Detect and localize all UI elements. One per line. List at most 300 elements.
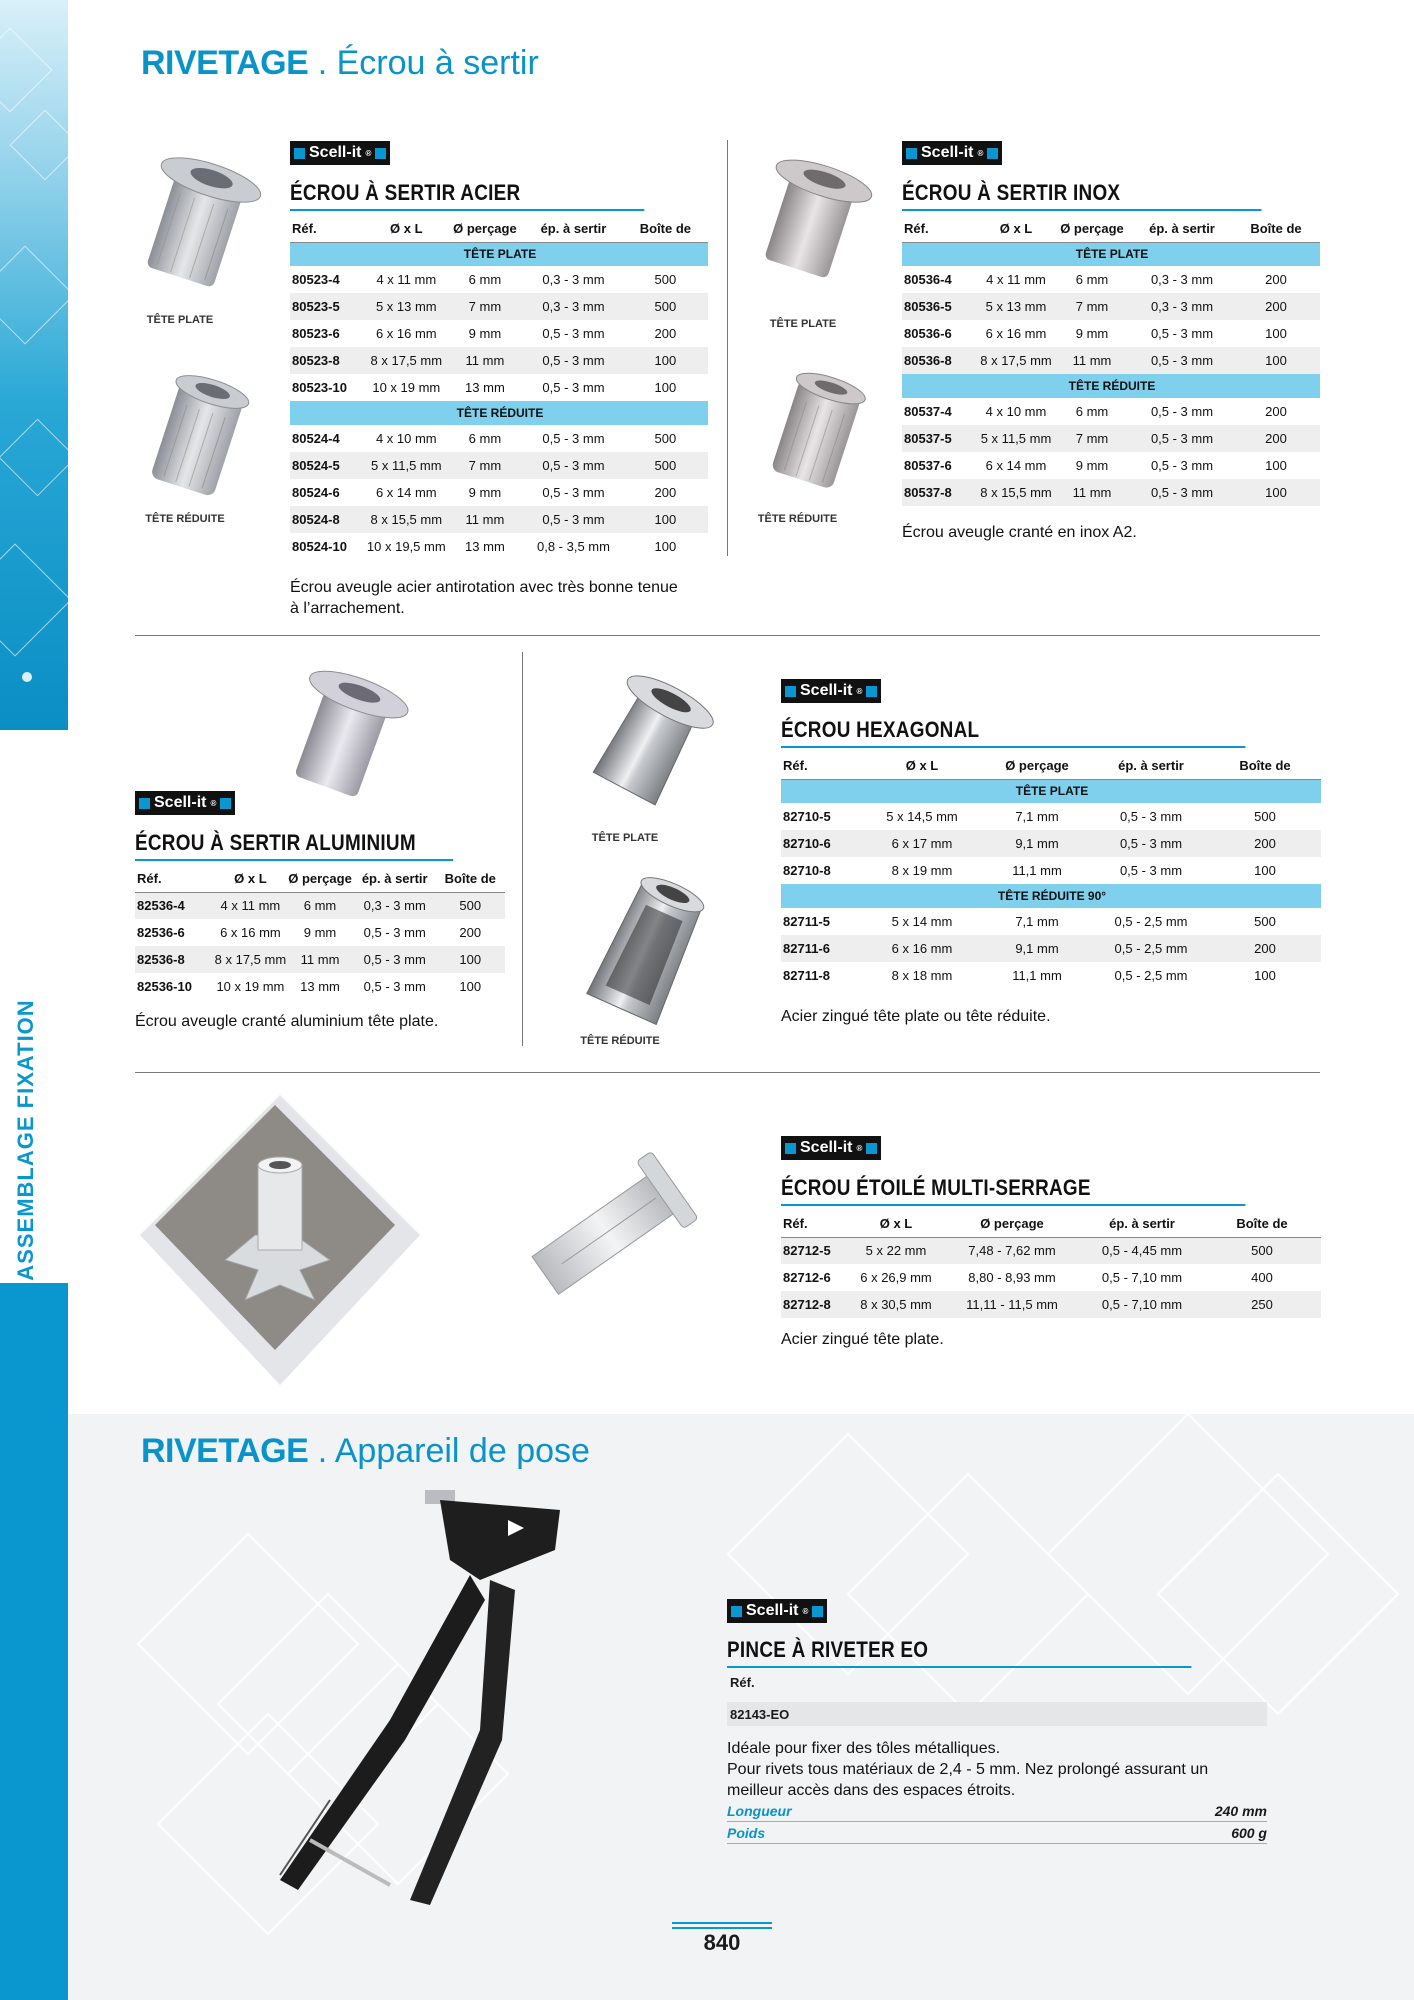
table-row bbox=[781, 935, 1321, 962]
table-cell: 0,5 - 3 mm bbox=[542, 326, 605, 341]
col-dim: Ø x L bbox=[879, 1216, 913, 1232]
ref-cell: 80536-6 bbox=[904, 326, 952, 341]
table-cell: 100 bbox=[1265, 326, 1287, 341]
col-box: Boîte de bbox=[1236, 1216, 1288, 1232]
table-row bbox=[290, 347, 708, 374]
table-row bbox=[781, 1237, 1321, 1264]
ref-cell: 80524-6 bbox=[292, 485, 340, 500]
table-cell: 0,5 - 3 mm bbox=[1132, 425, 1232, 452]
table-cell: 6 x 14 mm bbox=[375, 485, 437, 500]
table-cell: 6 x 26,9 mm bbox=[860, 1270, 932, 1285]
table-row bbox=[290, 533, 708, 560]
ref-cell: 82710-8 bbox=[783, 863, 831, 878]
subheader-label: TÊTE RÉDUITE 90° bbox=[781, 884, 1321, 908]
ref-cell: 80524-10 bbox=[292, 539, 347, 554]
table-cell: 10 x 19 mm bbox=[372, 380, 441, 395]
spec-table-body bbox=[781, 1237, 1321, 1318]
table-cell: 500 bbox=[1254, 809, 1276, 824]
table-cell: 100 bbox=[1232, 479, 1320, 506]
section-title-strong: RIVETAGE bbox=[141, 44, 309, 82]
table-cell: 6 x 16 mm bbox=[863, 935, 981, 962]
col-dim: Ø x L bbox=[390, 221, 423, 237]
table-cell: 10 x 19,5 mm bbox=[366, 539, 446, 554]
spec-table-body bbox=[290, 242, 708, 560]
table-cell: 200 bbox=[1209, 935, 1321, 962]
subheader-label: TÊTE RÉDUITE bbox=[902, 374, 1320, 398]
brand-name: Scell-it bbox=[746, 1602, 799, 1619]
table-cell: 100 bbox=[654, 539, 677, 554]
table-cell: 7,1 mm bbox=[1015, 809, 1059, 824]
table-row bbox=[290, 452, 708, 479]
divider bbox=[135, 1072, 1320, 1073]
subheader-label: TÊTE PLATE bbox=[290, 242, 708, 266]
table-cell: 100 bbox=[1254, 863, 1276, 878]
brand-reg: ® bbox=[977, 148, 984, 158]
spec-row-poids bbox=[727, 1822, 1267, 1844]
inox-reduced-head-image bbox=[745, 355, 895, 495]
table-cell: 8 x 17,5 mm bbox=[367, 347, 446, 374]
table-cell: 7 mm bbox=[446, 293, 524, 320]
table-cell: 0,5 - 3 mm bbox=[363, 925, 426, 940]
table-cell: 6 mm bbox=[1075, 404, 1109, 419]
table-cell: 0,5 - 3 mm bbox=[1150, 458, 1214, 473]
sidebar-accent bbox=[0, 1283, 68, 2000]
brand-logo bbox=[135, 791, 235, 815]
table-cell: 6 mm bbox=[468, 431, 502, 446]
table-cell: 0,5 - 2,5 mm bbox=[1114, 968, 1188, 983]
caption-flat-head: TÊTE PLATE bbox=[146, 314, 214, 326]
col-dim: Ø x L bbox=[999, 221, 1033, 237]
caption-inox-reduced-head: TÊTE RÉDUITE bbox=[757, 513, 838, 525]
col-ref: Réf. bbox=[904, 221, 929, 237]
brand-logo bbox=[902, 141, 1002, 165]
table-cell: 0,5 - 3 mm bbox=[354, 946, 436, 973]
spec-label: Poids bbox=[727, 1824, 766, 1841]
table-cell: 0,5 - 3 mm bbox=[524, 347, 623, 374]
ref-cell: 82536-6 bbox=[137, 925, 185, 940]
spec-value: 600 g bbox=[1231, 1824, 1267, 1841]
spec-row-longueur bbox=[727, 1800, 1267, 1822]
table-cell: 0,5 - 3 mm bbox=[524, 452, 623, 479]
table-cell: 5 x 11,5 mm bbox=[980, 425, 1052, 452]
description-line: Idéale pour fixer des tôles métalliques. bbox=[727, 1740, 1001, 1757]
table-row bbox=[902, 425, 1320, 452]
ref-cell: 80537-6 bbox=[904, 458, 952, 473]
table-cell: 0,5 - 2,5 mm bbox=[1114, 914, 1188, 929]
table-cell: 200 bbox=[654, 485, 677, 500]
table-row bbox=[135, 919, 505, 946]
brand-reg: ® bbox=[856, 1143, 863, 1153]
table-cell: 11 mm bbox=[286, 946, 354, 973]
product-title-hexagonal: ÉCROU HEXAGONAL bbox=[781, 717, 1245, 748]
table-cell: 6 x 16 mm bbox=[985, 326, 1047, 341]
table-cell: 0,5 - 4,45 mm bbox=[1081, 1237, 1203, 1264]
description-etoile: Acier zingué tête plate. bbox=[781, 1331, 944, 1348]
col-ref: Réf. bbox=[137, 871, 162, 887]
table-cell: 0,5 - 2,5 mm bbox=[1093, 935, 1209, 962]
table-cell: 0,5 - 3 mm bbox=[1132, 347, 1232, 374]
col-dim: Ø x L bbox=[234, 871, 267, 887]
table-cell: 4 x 10 mm bbox=[985, 404, 1047, 419]
col-ref: Réf. bbox=[292, 221, 317, 237]
ref-cell: 82536-10 bbox=[137, 979, 192, 994]
table-cell: 0,5 - 7,10 mm bbox=[1081, 1291, 1203, 1318]
table-row bbox=[781, 857, 1321, 884]
product-title-inox: ÉCROU À SERTIR INOX bbox=[902, 180, 1261, 211]
table-row bbox=[135, 973, 505, 1000]
table-cell: 9,1 mm bbox=[981, 830, 1093, 857]
product-title-pince: PINCE À RIVETER EO bbox=[727, 1637, 1191, 1668]
col-box: Boîte de bbox=[1250, 221, 1302, 237]
ref-cell: 80524-5 bbox=[290, 452, 367, 479]
brand-reg: ® bbox=[365, 148, 372, 158]
subheader-label: TÊTE PLATE bbox=[902, 242, 1320, 266]
caption-hex-flat-head: TÊTE PLATE bbox=[591, 832, 659, 844]
table-cell: 100 bbox=[654, 380, 677, 395]
table-row bbox=[290, 293, 708, 320]
col-thickness: ép. à sertir bbox=[540, 221, 607, 237]
table-cell: 0,5 - 3 mm bbox=[1150, 404, 1214, 419]
table-cell: 100 bbox=[1232, 347, 1320, 374]
table-cell: 4 x 11 mm bbox=[376, 272, 437, 287]
table-cell: 5 x 14,5 mm bbox=[886, 809, 958, 824]
table-cell: 200 bbox=[1232, 293, 1320, 320]
table-cell: 9 mm bbox=[1075, 458, 1109, 473]
brand-reg: ® bbox=[802, 1606, 809, 1616]
ref-cell: 80523-8 bbox=[290, 347, 367, 374]
table-cell: 0,5 - 3 mm bbox=[363, 979, 426, 994]
aluminium-rivet-nut-image bbox=[268, 660, 428, 800]
col-drill: Ø perçage bbox=[980, 1216, 1044, 1232]
ref-cell: 82536-4 bbox=[135, 892, 215, 919]
table-cell: 8 x 18 mm bbox=[891, 968, 953, 983]
description-hexagonal: Acier zingué tête plate ou tête réduite. bbox=[781, 1008, 1051, 1025]
table-cell: 100 bbox=[1254, 968, 1276, 983]
description-acier: Écrou aveugle acier antirotation avec très bonne tenue à l’arrachement. bbox=[290, 579, 678, 617]
ref-cell: 80524-4 bbox=[292, 431, 340, 446]
table-cell: 250 bbox=[1203, 1291, 1321, 1318]
table-cell: 13 mm bbox=[465, 539, 505, 554]
section-title-strong: RIVETAGE bbox=[141, 1432, 309, 1470]
col-ref: Réf. bbox=[783, 1216, 808, 1232]
ref-cell: 82143-EO bbox=[727, 1702, 1267, 1726]
table-cell: 6 mm bbox=[1075, 272, 1109, 287]
table-cell: 8 x 17,5 mm bbox=[980, 347, 1052, 374]
col-thickness: ép. à sertir bbox=[361, 871, 428, 887]
col-box: Boîte de bbox=[444, 871, 496, 887]
table-row bbox=[902, 320, 1320, 347]
ref-cell: 80536-4 bbox=[904, 272, 952, 287]
ref-cell: 82712-8 bbox=[781, 1291, 849, 1318]
table-cell: 9,1 mm bbox=[981, 935, 1093, 962]
table-row bbox=[902, 347, 1320, 374]
table-cell: 0,3 - 3 mm bbox=[1150, 272, 1214, 287]
caption-inox-flat-head: TÊTE PLATE bbox=[769, 318, 837, 330]
product-title-etoile: ÉCROU ÉTOILÉ MULTI-SERRAGE bbox=[781, 1175, 1245, 1206]
col-drill: Ø perçage bbox=[288, 871, 352, 887]
table-cell: 500 bbox=[623, 452, 708, 479]
brand-logo bbox=[727, 1599, 827, 1623]
table-cell: 500 bbox=[1203, 1237, 1321, 1264]
col-thickness: ép. à sertir bbox=[1118, 758, 1184, 774]
table-row bbox=[902, 266, 1320, 293]
ref-cell: 80537-5 bbox=[902, 425, 980, 452]
page-number-lines bbox=[672, 1922, 772, 1930]
table-cell: 200 bbox=[654, 326, 677, 341]
section-title-rest: . Écrou à sertir bbox=[308, 44, 539, 82]
brand-reg: ® bbox=[856, 686, 863, 696]
table-cell: 8 x 19 mm bbox=[891, 863, 953, 878]
inox-flat-head-image bbox=[740, 150, 890, 280]
table-cell: 11,11 - 11,5 mm bbox=[943, 1291, 1081, 1318]
table-row bbox=[902, 479, 1320, 506]
ref-cell: 80523-4 bbox=[292, 272, 340, 287]
spec-table-inox bbox=[902, 216, 1320, 506]
table-row bbox=[781, 962, 1321, 989]
ref-cell: 80523-6 bbox=[292, 326, 340, 341]
table-subheader bbox=[290, 242, 708, 266]
ref-cell: 82711-6 bbox=[781, 935, 863, 962]
table-cell: 0,5 - 3 mm bbox=[524, 506, 623, 533]
spec-table-etoile bbox=[781, 1211, 1321, 1318]
description-line: Pour rivets tous matériaux de 2,4 - 5 mm. Nez prolongé assurant un meilleur accès dans des espaces étroits. bbox=[727, 1761, 1209, 1799]
ref-cell: 82536-8 bbox=[135, 946, 215, 973]
description-aluminium: Écrou aveugle cranté aluminium tête plate. bbox=[135, 1013, 439, 1030]
table-row bbox=[290, 266, 708, 293]
section-title-tool bbox=[141, 1432, 590, 1471]
table-cell: 100 bbox=[623, 506, 708, 533]
table-subheader bbox=[902, 242, 1320, 266]
divider bbox=[135, 635, 1320, 636]
section-title-rest: . Appareil de pose bbox=[308, 1432, 590, 1470]
table-cell: 6 x 16 mm bbox=[375, 326, 437, 341]
ref-cell: 82710-6 bbox=[781, 830, 863, 857]
table-cell: 0,5 - 3 mm bbox=[1119, 863, 1183, 878]
ref-cell: 80537-4 bbox=[904, 404, 952, 419]
table-row bbox=[290, 425, 708, 452]
col-ref: Réf. bbox=[730, 1675, 755, 1690]
table-cell: 8,80 - 8,93 mm bbox=[968, 1270, 1056, 1285]
table-cell: 100 bbox=[436, 946, 505, 973]
spec-table-body bbox=[135, 892, 505, 1000]
description-pince bbox=[727, 1738, 1267, 1801]
brand-logo bbox=[781, 679, 881, 703]
table-cell: 7 mm bbox=[1052, 293, 1132, 320]
hex-nut-reduced-head-image bbox=[570, 850, 730, 1040]
table-cell: 6 mm bbox=[286, 892, 354, 919]
ref-cell: 80524-8 bbox=[290, 506, 367, 533]
table-cell: 200 bbox=[1209, 830, 1321, 857]
ref-cell: 82711-8 bbox=[783, 968, 830, 983]
spec-table-acier bbox=[290, 216, 708, 560]
subheader-label: TÊTE PLATE bbox=[781, 779, 1321, 803]
table-cell: 11 mm bbox=[1052, 479, 1132, 506]
table-cell: 4 x 10 mm bbox=[375, 431, 437, 446]
table-subheader bbox=[781, 779, 1321, 803]
rivet-nut-flat-head-image bbox=[118, 140, 278, 300]
table-cell: 400 bbox=[1251, 1270, 1273, 1285]
page-number: 840 bbox=[703, 1930, 741, 1955]
hex-nut-flat-head-image bbox=[565, 655, 735, 825]
ref-cell: 80523-5 bbox=[290, 293, 367, 320]
table-cell: 6 mm bbox=[468, 272, 502, 287]
brand-logo bbox=[781, 1136, 881, 1160]
table-row bbox=[781, 1264, 1321, 1291]
table-row bbox=[135, 892, 505, 919]
table-cell: 0,3 - 3 mm bbox=[542, 272, 605, 287]
table-cell: 200 bbox=[459, 925, 482, 940]
divider bbox=[522, 652, 523, 1046]
table-cell: 7,1 mm bbox=[1015, 914, 1059, 929]
table-cell: 10 x 19 mm bbox=[216, 979, 285, 994]
ref-cell: 80523-10 bbox=[292, 380, 347, 395]
star-nut-side-photo bbox=[490, 1130, 720, 1330]
table-cell: 11 mm bbox=[446, 506, 524, 533]
table-cell: 0,8 - 3,5 mm bbox=[536, 539, 610, 554]
table-cell: 0,5 - 3 mm bbox=[542, 485, 605, 500]
brand-name: Scell-it bbox=[154, 794, 207, 811]
brand-name: Scell-it bbox=[800, 682, 853, 699]
caption-reduced-head: TÊTE RÉDUITE bbox=[145, 513, 225, 525]
table-cell: 100 bbox=[623, 347, 708, 374]
table-row bbox=[290, 374, 708, 401]
table-row bbox=[290, 506, 708, 533]
brand-reg: ® bbox=[210, 798, 217, 808]
table-cell: 6 x 16 mm bbox=[220, 925, 281, 940]
table-cell: 500 bbox=[1254, 914, 1276, 929]
table-subheader bbox=[781, 884, 1321, 908]
product-title-acier: ÉCROU À SERTIR ACIER bbox=[290, 180, 644, 211]
table-row bbox=[781, 830, 1321, 857]
table-cell: 5 x 13 mm bbox=[367, 293, 446, 320]
table-cell: 8 x 17,5 mm bbox=[215, 946, 287, 973]
col-box: Boîte de bbox=[1239, 758, 1291, 774]
table-cell: 0,5 - 3 mm bbox=[1150, 326, 1214, 341]
table-cell: 200 bbox=[1232, 425, 1320, 452]
table-cell: 7 mm bbox=[446, 452, 524, 479]
table-cell: 9 mm bbox=[303, 925, 337, 940]
ref-cell: 80536-5 bbox=[902, 293, 980, 320]
subheader-label: TÊTE RÉDUITE bbox=[290, 401, 708, 425]
table-cell: 500 bbox=[436, 892, 505, 919]
table-row bbox=[902, 293, 1320, 320]
table-cell: 8 x 30,5 mm bbox=[849, 1291, 943, 1318]
sidebar-label: ASSEMBLAGE FIXATION bbox=[13, 999, 38, 1281]
table-cell: 6 x 17 mm bbox=[863, 830, 981, 857]
table-cell: 0,5 - 7,10 mm bbox=[1101, 1270, 1183, 1285]
table-cell: 5 x 13 mm bbox=[980, 293, 1052, 320]
product-title-aluminium: ÉCROU À SERTIR ALUMINIUM bbox=[135, 830, 453, 861]
spec-value: 240 mm bbox=[1214, 1802, 1267, 1819]
spec-table-body bbox=[781, 779, 1321, 989]
table-row bbox=[902, 452, 1320, 479]
table-row bbox=[781, 908, 1321, 935]
table-cell: 200 bbox=[1265, 404, 1287, 419]
table-cell: 200 bbox=[1265, 272, 1287, 287]
col-thickness: ép. à sertir bbox=[1109, 1216, 1175, 1232]
table-cell: 7 mm bbox=[1052, 425, 1132, 452]
ref-cell: 82711-5 bbox=[783, 914, 830, 929]
table-cell: 100 bbox=[459, 979, 482, 994]
brand-name: Scell-it bbox=[309, 144, 362, 161]
caption-hex-reduced-head: TÊTE RÉDUITE bbox=[580, 1035, 660, 1047]
divider bbox=[727, 140, 728, 556]
table-row bbox=[781, 803, 1321, 830]
table-cell: 0,5 - 3 mm bbox=[542, 380, 605, 395]
col-drill: Ø perçage bbox=[1005, 758, 1069, 774]
col-ref: Réf. bbox=[783, 758, 808, 774]
table-cell: 500 bbox=[623, 293, 708, 320]
table-cell: 5 x 11,5 mm bbox=[367, 452, 446, 479]
table-cell: 500 bbox=[654, 431, 677, 446]
spec-table-hexagonal bbox=[781, 753, 1321, 989]
col-drill: Ø perçage bbox=[453, 221, 517, 237]
col-drill: Ø perçage bbox=[1060, 221, 1124, 237]
spec-table-aluminium bbox=[135, 866, 505, 1000]
sidebar-decoration bbox=[0, 0, 68, 730]
table-cell: 6 x 14 mm bbox=[985, 458, 1047, 473]
table-cell: 100 bbox=[1265, 458, 1287, 473]
star-nut-photo bbox=[140, 1095, 420, 1385]
table-cell: 11,1 mm bbox=[1012, 968, 1062, 983]
brand-logo bbox=[290, 141, 390, 165]
table-cell: 9 mm bbox=[1075, 326, 1109, 341]
col-box: Boîte de bbox=[639, 221, 692, 237]
table-cell: 13 mm bbox=[300, 979, 340, 994]
rivet-nut-reduced-head-image bbox=[125, 355, 275, 505]
spec-label: Longueur bbox=[727, 1802, 792, 1819]
col-dim: Ø x L bbox=[905, 758, 939, 774]
table-cell: 0,5 - 3 mm bbox=[1119, 809, 1183, 824]
table-cell: 5 x 14 mm bbox=[891, 914, 953, 929]
ref-cell: 82712-6 bbox=[783, 1270, 831, 1285]
col-thickness: ép. à sertir bbox=[1149, 221, 1215, 237]
table-subheader bbox=[902, 374, 1320, 398]
section-title bbox=[141, 44, 539, 83]
brand-name: Scell-it bbox=[800, 1139, 853, 1156]
table-cell: 0,5 - 3 mm bbox=[542, 431, 605, 446]
table-cell: 0,5 - 3 mm bbox=[1093, 830, 1209, 857]
table-cell: 9 mm bbox=[468, 485, 502, 500]
rivet-gun-image bbox=[240, 1480, 600, 1920]
table-cell: 8 x 15,5 mm bbox=[980, 479, 1052, 506]
table-cell: 0,5 - 3 mm bbox=[1132, 479, 1232, 506]
spec-table-body bbox=[902, 242, 1320, 506]
table-row bbox=[290, 320, 708, 347]
table-row bbox=[781, 1291, 1321, 1318]
table-cell: 5 x 22 mm bbox=[849, 1237, 943, 1264]
table-cell: 9 mm bbox=[468, 326, 502, 341]
table-row bbox=[290, 479, 708, 506]
table-cell: 7,48 - 7,62 mm bbox=[943, 1237, 1081, 1264]
table-cell: 0,3 - 3 mm bbox=[1132, 293, 1232, 320]
description-inox: Écrou aveugle cranté en inox A2. bbox=[902, 524, 1137, 541]
ref-cell: 80536-8 bbox=[902, 347, 980, 374]
table-cell: 11 mm bbox=[446, 347, 524, 374]
table-cell: 11 mm bbox=[1052, 347, 1132, 374]
table-cell: 4 x 11 mm bbox=[986, 272, 1046, 287]
table-cell: 500 bbox=[654, 272, 677, 287]
ref-cell: 82710-5 bbox=[783, 809, 831, 824]
table-cell: 11,1 mm bbox=[1012, 863, 1062, 878]
table-row bbox=[135, 946, 505, 973]
table-cell: 4 x 11 mm bbox=[215, 892, 287, 919]
table-row bbox=[902, 398, 1320, 425]
ref-cell: 82712-5 bbox=[781, 1237, 849, 1264]
table-cell: 8 x 15,5 mm bbox=[367, 506, 446, 533]
ref-cell: 80537-8 bbox=[902, 479, 980, 506]
table-cell: 0,3 - 3 mm bbox=[524, 293, 623, 320]
